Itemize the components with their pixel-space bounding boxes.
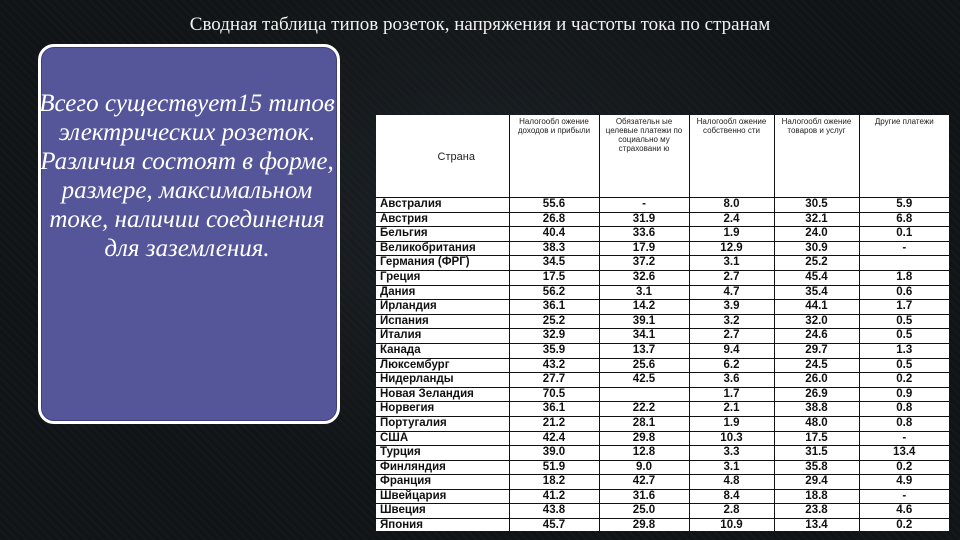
value-cell: 1.7 — [689, 387, 774, 402]
table-row — [376, 329, 949, 344]
value-cell: 28.1 — [599, 416, 689, 431]
value-cell: 48.0 — [774, 416, 859, 431]
value-cell: 0.5 — [859, 358, 949, 373]
column-header: Налогообл ожение товаров и услуг — [774, 115, 859, 198]
country-cell: Ирландия — [376, 300, 509, 315]
country-cell: Греция — [376, 270, 509, 285]
value-cell: 1.9 — [689, 416, 774, 431]
value-cell: 6.8 — [859, 212, 949, 227]
value-cell: 39.0 — [509, 446, 599, 461]
value-cell: 1.3 — [859, 343, 949, 358]
value-cell: 32.9 — [509, 329, 599, 344]
value-cell: 25.0 — [599, 504, 689, 519]
country-cell: Новая Зеландия — [376, 387, 509, 402]
value-cell: 4.7 — [689, 285, 774, 300]
value-cell: 26.0 — [774, 373, 859, 388]
table-row — [376, 256, 949, 271]
value-cell: 3.6 — [689, 373, 774, 388]
value-cell: 31.9 — [599, 212, 689, 227]
value-cell: 8.4 — [689, 489, 774, 504]
value-cell: 51.9 — [509, 460, 599, 475]
value-cell: - — [859, 431, 949, 446]
table-row — [376, 227, 949, 242]
value-cell: 4.9 — [859, 475, 949, 490]
value-cell: 45.7 — [509, 519, 599, 531]
country-cell: Турция — [376, 446, 509, 461]
table-row — [376, 270, 949, 285]
value-cell: 23.8 — [774, 504, 859, 519]
value-cell: 0.2 — [859, 373, 949, 388]
table-row — [376, 241, 949, 256]
value-cell: 44.1 — [774, 300, 859, 315]
value-cell: 56.2 — [509, 285, 599, 300]
column-header: Налогообл ожение доходов и прибыли — [509, 115, 599, 198]
value-cell — [599, 387, 689, 402]
table-row — [376, 460, 949, 475]
value-cell: 4.6 — [859, 504, 949, 519]
value-cell: 25.2 — [509, 314, 599, 329]
country-cell: Австрия — [376, 212, 509, 227]
value-cell: 35.4 — [774, 285, 859, 300]
column-header-country: Страна — [376, 115, 509, 198]
table-row — [376, 416, 949, 431]
value-cell: 27.7 — [509, 373, 599, 388]
table-row — [376, 358, 949, 373]
value-cell: 0.2 — [859, 460, 949, 475]
value-cell: 24.0 — [774, 227, 859, 242]
value-cell: 2.8 — [689, 504, 774, 519]
table-row — [376, 489, 949, 504]
value-cell: 8.0 — [689, 198, 774, 213]
value-cell: 2.7 — [689, 329, 774, 344]
value-cell: 25.2 — [774, 256, 859, 271]
value-cell: 17.9 — [599, 241, 689, 256]
value-cell: 13.4 — [859, 446, 949, 461]
value-cell: 3.1 — [689, 256, 774, 271]
table-header-row — [376, 115, 949, 198]
country-cell: США — [376, 431, 509, 446]
table-row — [376, 402, 949, 417]
table-row — [376, 519, 949, 531]
table-row — [376, 431, 949, 446]
value-cell: 21.2 — [509, 416, 599, 431]
value-cell: 55.6 — [509, 198, 599, 213]
column-header: Налогообл ожение собственно сти — [689, 115, 774, 198]
value-cell: 30.9 — [774, 241, 859, 256]
callout-text: Всего существует15 типов электрических розеток. Различия состоят в форме, размере, максимальном токе, наличии соединения для заземления. — [39, 90, 335, 262]
value-cell: 42.5 — [599, 373, 689, 388]
value-cell: 35.8 — [774, 460, 859, 475]
value-cell: 43.2 — [509, 358, 599, 373]
table-row — [376, 343, 949, 358]
country-cell: Нидерланды — [376, 373, 509, 388]
value-cell: 18.2 — [509, 475, 599, 490]
value-cell: 13.4 — [774, 519, 859, 531]
value-cell: 33.6 — [599, 227, 689, 242]
value-cell: 31.6 — [599, 489, 689, 504]
value-cell: 34.1 — [599, 329, 689, 344]
value-cell: 31.5 — [774, 446, 859, 461]
value-cell: 1.7 — [859, 300, 949, 315]
value-cell: 5.9 — [859, 198, 949, 213]
table-row — [376, 285, 949, 300]
value-cell: 12.8 — [599, 446, 689, 461]
value-cell: 0.9 — [859, 387, 949, 402]
value-cell: 36.1 — [509, 300, 599, 315]
table-row — [376, 314, 949, 329]
value-cell — [859, 256, 949, 271]
tax-table-image — [376, 115, 949, 531]
country-cell: Швейцария — [376, 489, 509, 504]
value-cell: 29.4 — [774, 475, 859, 490]
value-cell: 0.8 — [859, 416, 949, 431]
table-row — [376, 475, 949, 490]
value-cell: 29.8 — [599, 431, 689, 446]
table-row — [376, 198, 949, 213]
value-cell: 26.9 — [774, 387, 859, 402]
value-cell: 34.5 — [509, 256, 599, 271]
value-cell: 17.5 — [774, 431, 859, 446]
value-cell: 43.8 — [509, 504, 599, 519]
country-cell: Дания — [376, 285, 509, 300]
value-cell: 2.1 — [689, 402, 774, 417]
value-cell: 3.9 — [689, 300, 774, 315]
value-cell: 0.8 — [859, 402, 949, 417]
value-cell: 36.1 — [509, 402, 599, 417]
value-cell: 42.4 — [509, 431, 599, 446]
value-cell: 40.4 — [509, 227, 599, 242]
table-row — [376, 300, 949, 315]
value-cell: 3.2 — [689, 314, 774, 329]
country-cell: Япония — [376, 519, 509, 531]
value-cell: 17.5 — [509, 270, 599, 285]
value-cell: 12.9 — [689, 241, 774, 256]
value-cell: 10.3 — [689, 431, 774, 446]
value-cell: 32.6 — [599, 270, 689, 285]
value-cell: 24.5 — [774, 358, 859, 373]
value-cell: 9.4 — [689, 343, 774, 358]
country-cell: Великобритания — [376, 241, 509, 256]
value-cell: 29.8 — [599, 519, 689, 531]
table-row — [376, 387, 949, 402]
value-cell: 0.5 — [859, 314, 949, 329]
value-cell: 26.8 — [509, 212, 599, 227]
value-cell: - — [599, 198, 689, 213]
country-cell: Норвегия — [376, 402, 509, 417]
value-cell: 1.9 — [689, 227, 774, 242]
value-cell: 39.1 — [599, 314, 689, 329]
value-cell: 0.6 — [859, 285, 949, 300]
slide-title: Сводная таблица типов розеток, напряжения и частоты тока по странам — [189, 14, 771, 35]
value-cell: - — [859, 241, 949, 256]
value-cell: 0.5 — [859, 329, 949, 344]
table-row — [376, 504, 949, 519]
value-cell: 4.8 — [689, 475, 774, 490]
table-row — [376, 446, 949, 461]
column-header: Другие платежи — [874, 117, 934, 126]
value-cell: 13.7 — [599, 343, 689, 358]
table-body — [376, 198, 949, 532]
value-cell: 18.8 — [774, 489, 859, 504]
value-cell: 0.1 — [859, 227, 949, 242]
value-cell: 35.9 — [509, 343, 599, 358]
table-row — [376, 373, 949, 388]
country-cell: Люксембург — [376, 358, 509, 373]
country-cell: Испания — [376, 314, 509, 329]
value-cell: - — [859, 489, 949, 504]
value-cell: 29.7 — [774, 343, 859, 358]
value-cell: 6.2 — [689, 358, 774, 373]
value-cell: 1.8 — [859, 270, 949, 285]
column-header: Обязательн ые целевые платежи по социально му страховани ю — [599, 115, 689, 198]
value-cell: 9.0 — [599, 460, 689, 475]
tax-table — [376, 115, 949, 531]
value-cell: 45.4 — [774, 270, 859, 285]
value-cell: 2.4 — [689, 212, 774, 227]
country-cell: Франция — [376, 475, 509, 490]
value-cell: 38.3 — [509, 241, 599, 256]
value-cell: 38.8 — [774, 402, 859, 417]
value-cell: 14.2 — [599, 300, 689, 315]
value-cell: 10.9 — [689, 519, 774, 531]
value-cell: 0.2 — [859, 519, 949, 531]
country-cell: Финляндия — [376, 460, 509, 475]
country-cell: Португалия — [376, 416, 509, 431]
country-cell: Австралия — [376, 198, 509, 213]
country-cell: Швеция — [376, 504, 509, 519]
country-cell: Бельгия — [376, 227, 509, 242]
value-cell: 30.5 — [774, 198, 859, 213]
value-cell: 25.6 — [599, 358, 689, 373]
value-cell: 2.7 — [689, 270, 774, 285]
value-cell: 3.1 — [689, 460, 774, 475]
value-cell: 3.3 — [689, 446, 774, 461]
table-row — [376, 212, 949, 227]
country-cell: Италия — [376, 329, 509, 344]
value-cell: 41.2 — [509, 489, 599, 504]
country-cell: Германия (ФРГ) — [376, 256, 509, 271]
value-cell: 22.2 — [599, 402, 689, 417]
value-cell: 3.1 — [599, 285, 689, 300]
value-cell: 32.0 — [774, 314, 859, 329]
value-cell: 24.6 — [774, 329, 859, 344]
value-cell: 37.2 — [599, 256, 689, 271]
value-cell: 32.1 — [774, 212, 859, 227]
value-cell: 70.5 — [509, 387, 599, 402]
info-callout-box — [38, 44, 340, 424]
country-cell: Канада — [376, 343, 509, 358]
value-cell: 42.7 — [599, 475, 689, 490]
